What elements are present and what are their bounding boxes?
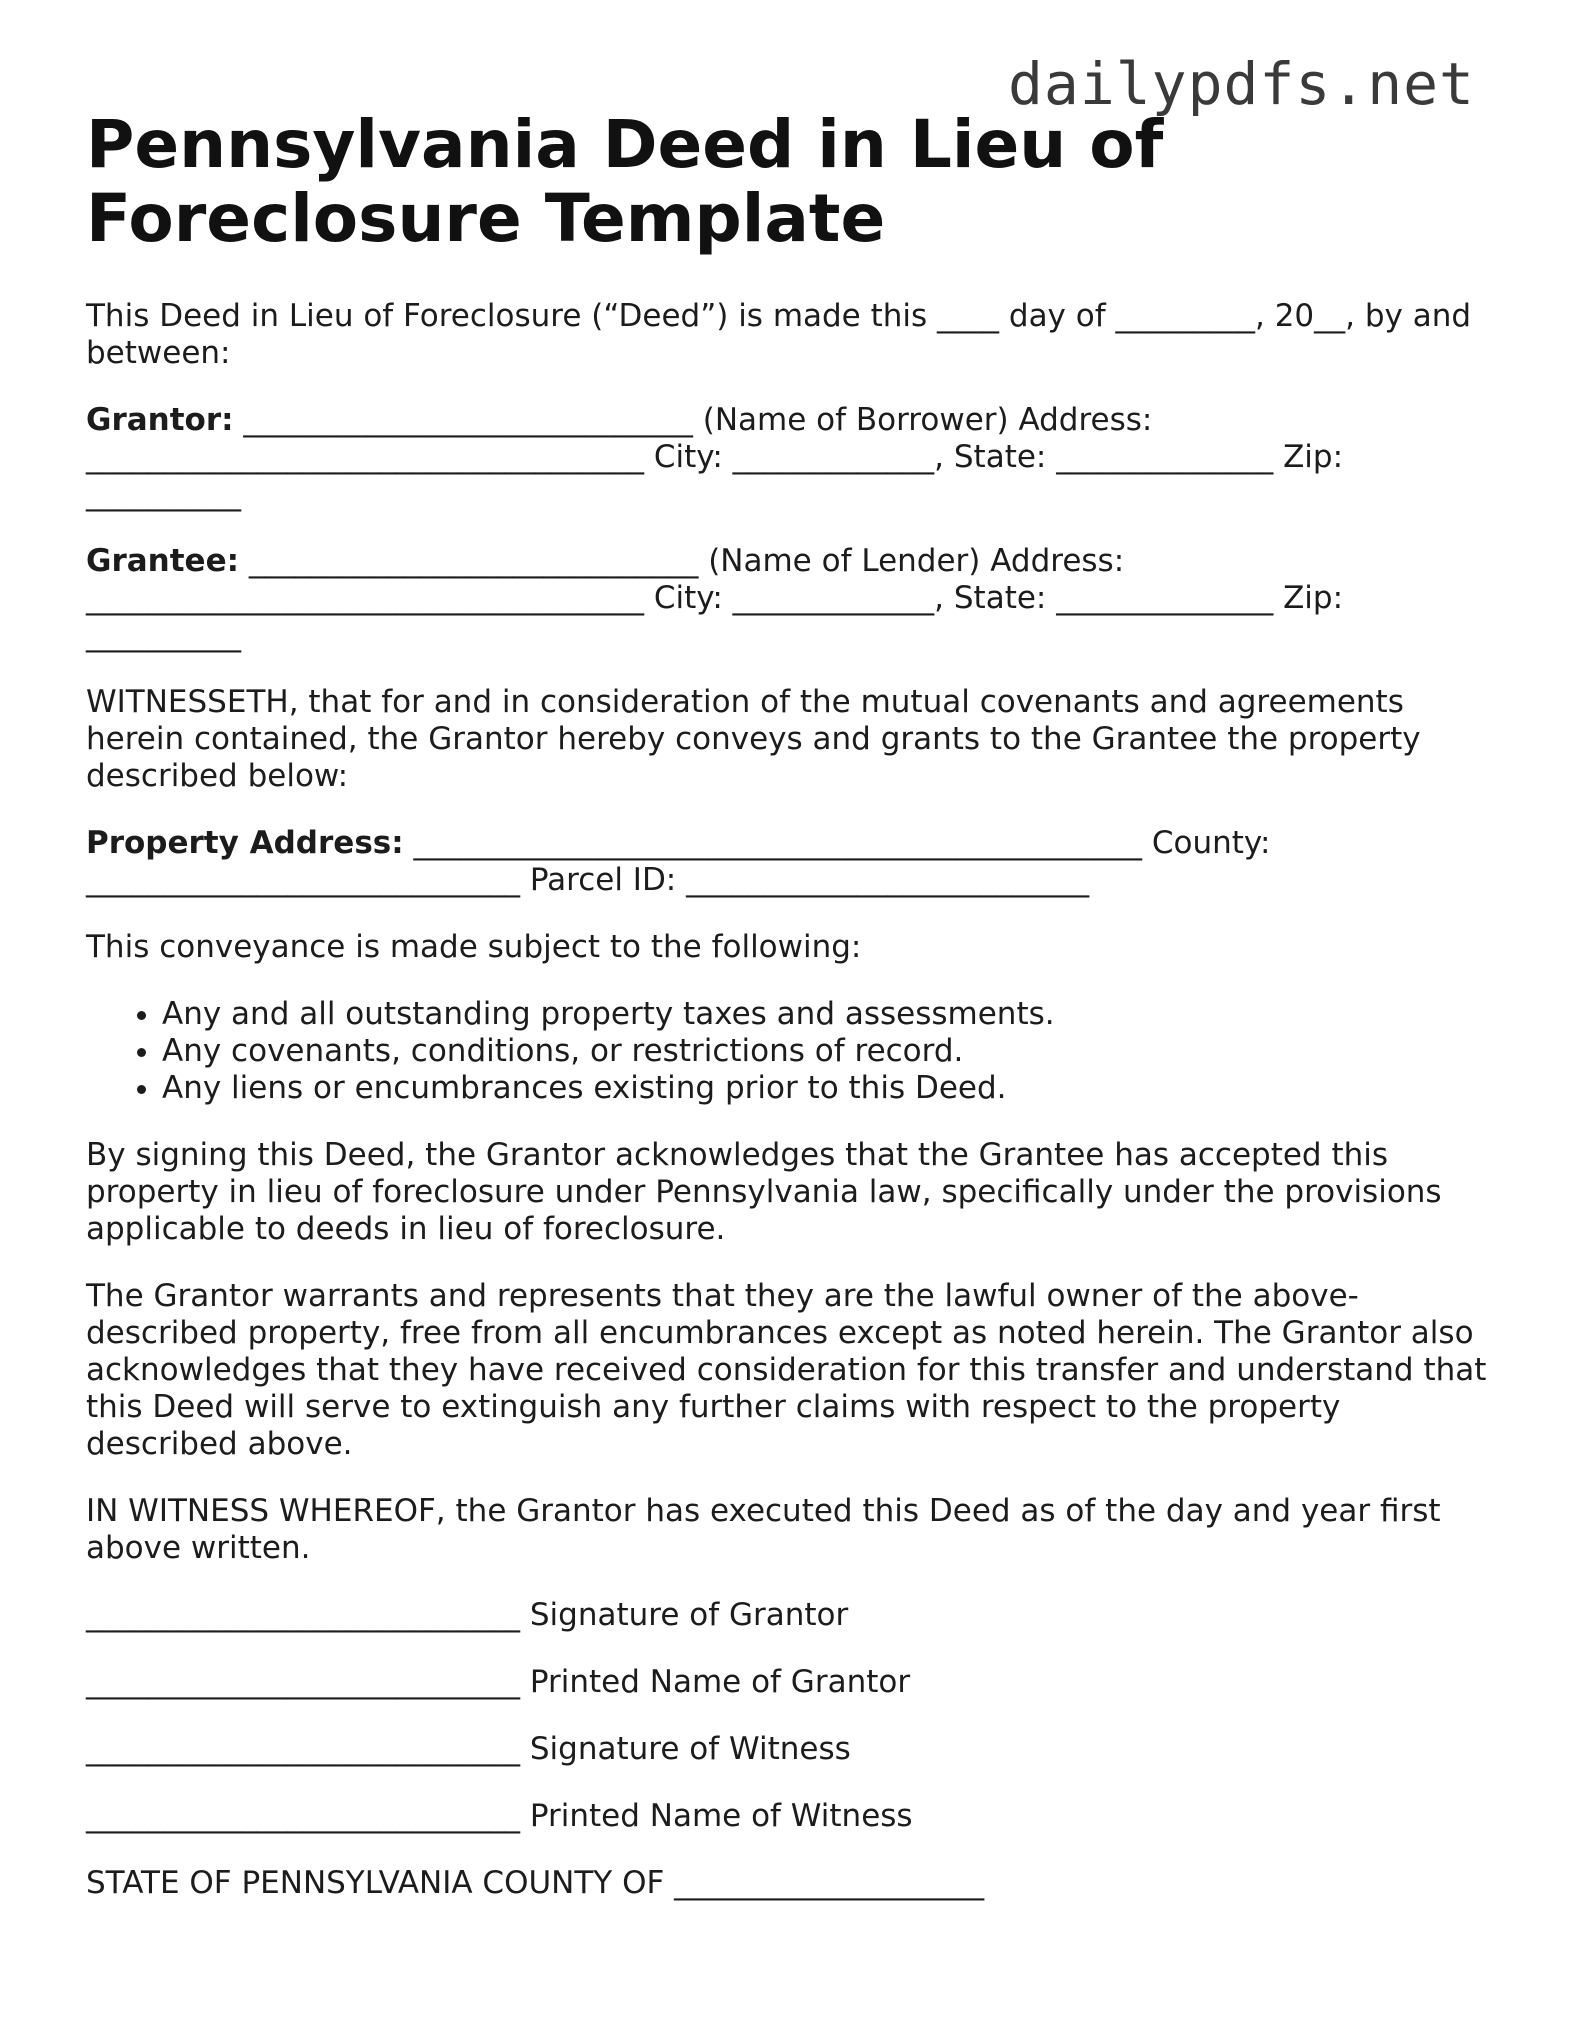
acknowledgement-paragraph: By signing this Deed, the Grantor acknowledges that the Grantee has accepted this property in lieu of foreclosure under Pennsylvania law, specifically under the provisions applicable to deeds in lieu of foreclosure. bbox=[86, 1137, 1442, 1247]
grantor-fields-line3: __________ bbox=[86, 476, 241, 512]
grantee-fields-line2: ____________________________________ City: _____________, State: ______________ Zip: bbox=[86, 580, 1344, 616]
page-title: Pennsylvania Deed in Lieu of Foreclosure Template bbox=[86, 106, 1164, 257]
grantee-fields-line3: __________ bbox=[86, 617, 241, 653]
document-body bbox=[86, 298, 1496, 1932]
in-witness-paragraph: IN WITNESS WHEREOF, the Grantor has executed this Deed as of the day and year first above written. bbox=[86, 1493, 1441, 1566]
grantor-fields-line1: _____________________________ (Name of Borrower) Address: bbox=[233, 402, 1153, 438]
grantor-fields-line2: ____________________________________ City: _____________, State: ______________ Zip: bbox=[86, 439, 1344, 475]
signature-grantor-line: ____________________________ Signature of Grantor bbox=[86, 1597, 849, 1633]
grantee-label: Grantee: bbox=[86, 543, 239, 579]
property-fields-line1: _______________________________________________ County: bbox=[403, 825, 1271, 861]
property-section bbox=[86, 825, 1496, 899]
grantor-label: Grantor: bbox=[86, 402, 234, 438]
grantee-section bbox=[86, 543, 1496, 654]
property-fields-line2: ____________________________ Parcel ID: __________________________ bbox=[86, 862, 1090, 898]
printed-name-witness-line: ____________________________ Printed Name of Witness bbox=[86, 1798, 913, 1834]
warranty-paragraph: The Grantor warrants and represents that they are the lawful owner of the above-described property, free from all encumbrances except as noted herein. The Grantor also acknowledges that they have received consideration for this transfer and understand that this Deed will serve to extinguish any further claims with respect to the property described above. bbox=[86, 1278, 1487, 1462]
intro-paragraph: This Deed in Lieu of Foreclosure (“Deed”) is made this ____ day of _________, 20__, by and between: bbox=[86, 298, 1472, 371]
subject-list bbox=[86, 996, 1496, 1107]
state-county-line: STATE OF PENNSYLVANIA COUNTY OF ____________________ bbox=[86, 1865, 985, 1901]
property-address-label: Property Address: bbox=[86, 825, 404, 861]
list-item: • Any liens or encumbrances existing prior to this Deed. bbox=[162, 1070, 1496, 1107]
witnesseth-paragraph: WITNESSETH, that for and in consideration of the mutual covenants and agreements herein contained, the Grantor hereby conveys and grants to the Grantee the property described below: bbox=[86, 684, 1421, 794]
list-item: • Any covenants, conditions, or restrictions of record. bbox=[162, 1033, 1496, 1070]
watermark: dailypdfs.net bbox=[1008, 50, 1475, 118]
grantee-fields-line1: _____________________________ (Name of Lender) Address: bbox=[239, 543, 1125, 579]
signature-witness-line: ____________________________ Signature of Witness bbox=[86, 1731, 851, 1767]
grantor-section bbox=[86, 402, 1496, 513]
subject-intro: This conveyance is made subject to the following: bbox=[86, 929, 862, 965]
list-item: • Any and all outstanding property taxes and assessments. bbox=[162, 996, 1496, 1033]
printed-name-grantor-line: ____________________________ Printed Name of Grantor bbox=[86, 1664, 911, 1700]
